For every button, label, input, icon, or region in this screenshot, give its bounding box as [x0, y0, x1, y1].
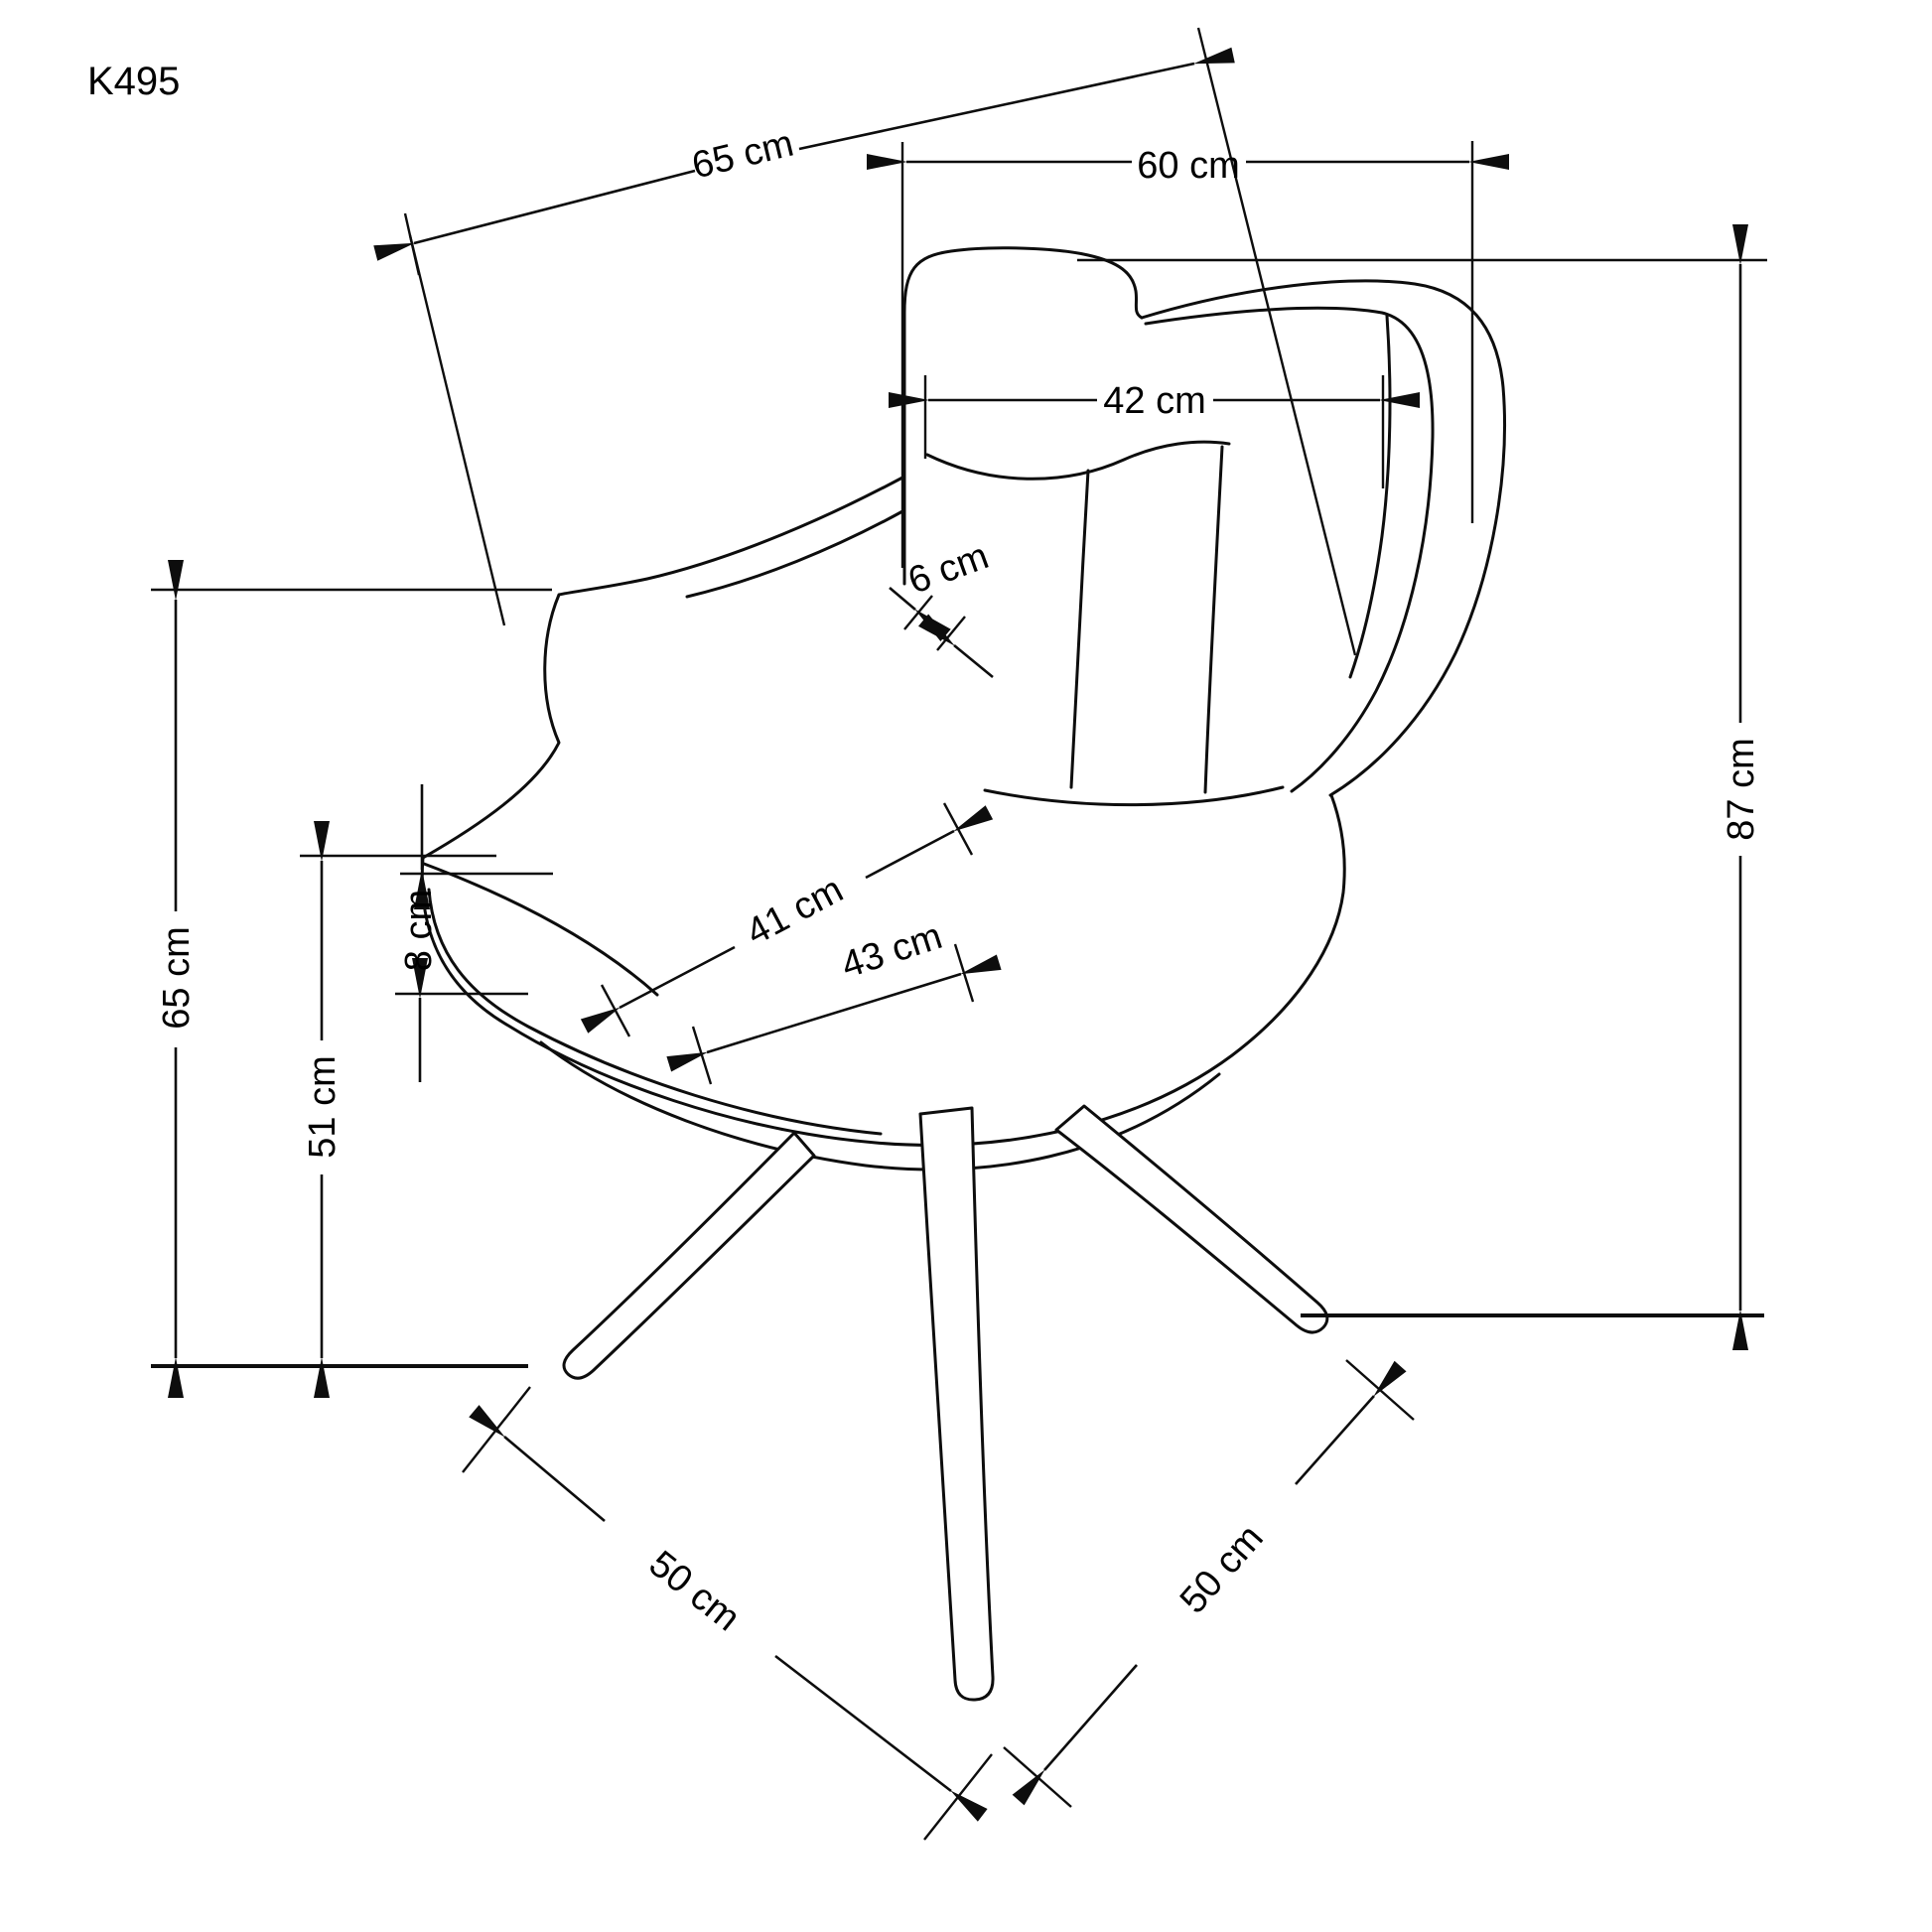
dimension-41cm-seat — [602, 803, 972, 1036]
dimension-label: 50 cm — [640, 1543, 748, 1640]
backrest-seam-left — [1071, 471, 1088, 787]
left-armrest-inner — [687, 510, 904, 597]
dimension-label: 65 cm — [156, 926, 198, 1030]
tick — [955, 944, 973, 1002]
backrest-seam-right — [1205, 447, 1222, 792]
leader-line — [954, 645, 993, 677]
tick — [944, 803, 972, 855]
dimension-43cm-seat — [693, 915, 973, 1084]
model-label: K495 — [87, 60, 181, 103]
dimension-label: 6 cm — [902, 535, 995, 603]
extension-line — [410, 235, 504, 625]
dimension-label: 43 cm — [836, 914, 948, 987]
seat-cushion-left-piping — [424, 864, 657, 995]
dimension-line — [707, 974, 961, 1052]
dimension-line — [775, 1656, 951, 1791]
extension-line — [1198, 28, 1355, 655]
tick — [1346, 1360, 1414, 1420]
seat-back-seam — [985, 787, 1283, 805]
right-wing-outer-edge — [1142, 281, 1504, 795]
tick — [924, 1754, 992, 1840]
leader-line — [890, 588, 915, 610]
seat-cushion-seam — [429, 890, 881, 1134]
dimension-label: 60 cm — [1137, 145, 1240, 187]
tick — [1004, 1747, 1071, 1807]
tick — [937, 617, 965, 650]
left-armrest-outer — [423, 477, 904, 858]
dimension-line — [1044, 1665, 1137, 1770]
dimension-65cm-diagonal — [405, 28, 1355, 655]
tick — [602, 985, 629, 1036]
dimension-42cm-backrest — [925, 375, 1383, 488]
dimension-label: 51 cm — [302, 1055, 344, 1159]
dimension-line — [866, 831, 954, 878]
chair-leg-front — [920, 1108, 993, 1700]
headrest-bottom-seam — [927, 442, 1229, 479]
dimension-line — [504, 1437, 605, 1521]
dimension-50cm-left — [463, 1387, 992, 1840]
tick — [405, 213, 419, 275]
dimension-line — [799, 64, 1194, 149]
tick — [463, 1387, 530, 1472]
dimension-label: 87 cm — [1721, 738, 1762, 841]
right-wing-crease — [1350, 316, 1390, 677]
dimension-label: 65 cm — [688, 122, 798, 188]
dimension-label: 41 cm — [739, 869, 851, 954]
dimension-label: 8 cm — [398, 889, 440, 972]
dimension-label: 50 cm — [1172, 1516, 1272, 1622]
dimension-50cm-right — [1004, 1360, 1414, 1807]
chair-leg-right — [1056, 1106, 1327, 1332]
chair-leg-left — [564, 1133, 814, 1378]
tick — [693, 1027, 711, 1084]
dimension-line — [1296, 1396, 1374, 1484]
dimension-65cm-left-height — [151, 590, 552, 1358]
dimension-label: 42 cm — [1103, 380, 1206, 422]
dimension-line — [414, 171, 695, 243]
